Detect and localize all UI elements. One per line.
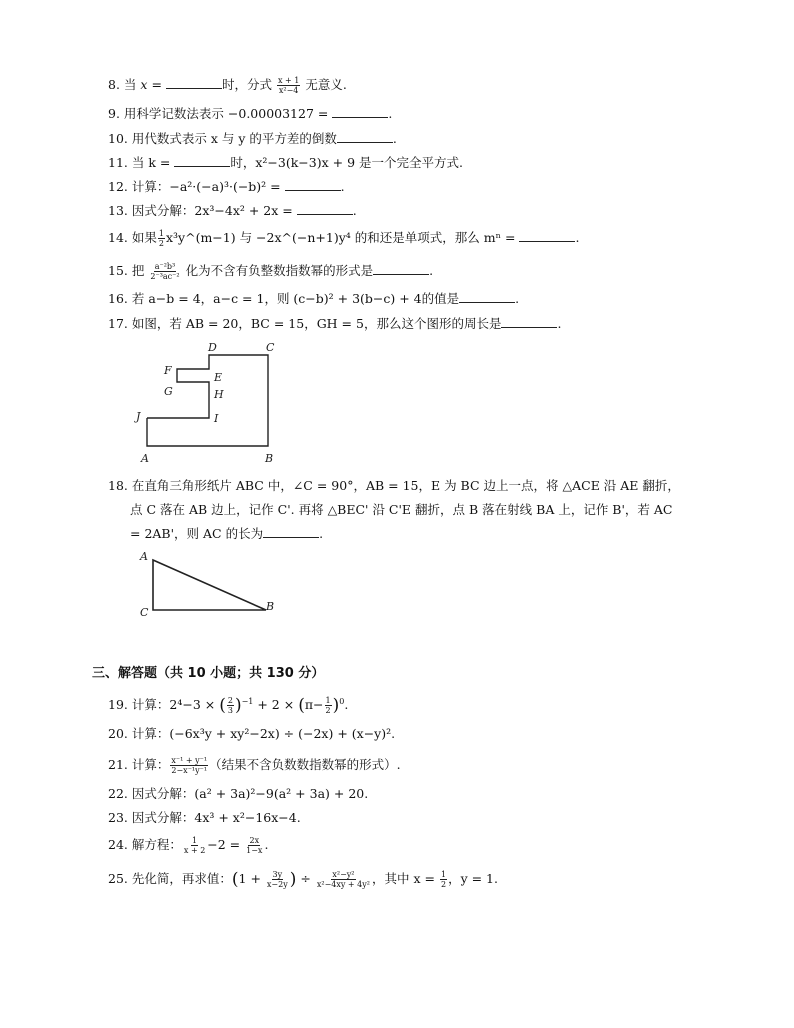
question-number: 25. <box>108 871 128 886</box>
question-19: 19. 计算：2⁴−3 × ( $\frac{2}{3}$ )$^{-1}$ + 2 × (π− $\frac{1}{2}$ )$^0$. <box>108 695 349 716</box>
question-number: 10. <box>108 131 128 146</box>
figure-17-polygon <box>130 338 290 466</box>
question-10: 10. 用代数式表示 x 与 y 的平方差的倒数 . <box>108 131 397 146</box>
question-number: 23. <box>108 810 128 825</box>
fraction: $\frac{1}{2}$ <box>158 229 164 248</box>
label-c: C <box>140 606 149 619</box>
label-f: F <box>164 364 172 377</box>
question-22: 22. 因式分解：(a² + 3a)²−9(a² + 3a) + 20. <box>108 786 369 801</box>
question-number: 17. <box>108 316 128 331</box>
fraction: $\frac{1}{2}$ <box>325 696 331 715</box>
answer-blank[interactable] <box>174 156 230 167</box>
fraction: $\frac{1}{2}$ <box>440 870 447 889</box>
answer-blank[interactable] <box>297 204 353 215</box>
question-number: 12. <box>108 179 128 194</box>
question-14: 14. 如果 $\frac{1}{2}$ x³y^(m−1) 与 −2x^(−n+1)y⁴ 的和还是单项式，那么 mⁿ = . <box>108 229 580 248</box>
question-number: 21. <box>108 757 128 772</box>
answer-blank[interactable] <box>501 317 557 328</box>
figure-18-triangle <box>136 548 286 620</box>
answer-blank[interactable] <box>166 78 222 89</box>
question-number: 11. <box>108 155 128 170</box>
label-b: B <box>265 452 274 465</box>
question-number: 8. <box>108 77 120 92</box>
fraction: $\frac{2x}{1-x}$ <box>246 836 263 855</box>
question-8: 8. 当 x = 时，分式 $\frac{x + 1}{\text{x²−4}}$ 无意义. <box>108 76 347 95</box>
fraction: $\frac{1}{x + 2}$ <box>183 836 206 855</box>
question-13: 13. 因式分解：2x³−4x² + 2x = . <box>108 203 357 218</box>
label-h: H <box>214 388 224 401</box>
label-j: J <box>136 410 141 423</box>
question-24: 24. 解方程： $\frac{1}{x + 2}$ −2 = $\frac{2x}{1-x}$ . <box>108 836 269 855</box>
answer-blank[interactable] <box>285 180 341 191</box>
fraction: $\frac{\text{a⁻²b³}}{\text{2⁻³ac⁻²}}$ <box>150 262 180 281</box>
answer-blank[interactable] <box>519 231 575 242</box>
question-15: 15. 把 $\frac{\text{a⁻²b³}}{\text{2⁻³ac⁻²}}$ 化为不含有负整数指数幂的形式是 . <box>108 262 434 281</box>
fraction: $\frac{2}{3}$ <box>227 696 233 715</box>
question-9: 9. 用科学记数法表示 −0.00003127 = . <box>108 106 393 121</box>
label-b: B <box>266 600 275 613</box>
fraction: $\frac{\text{x⁻¹ + y⁻¹}}{\text{2−x⁻¹y⁻¹}}$ <box>171 756 208 775</box>
question-number: 18. <box>108 478 128 493</box>
answer-blank[interactable] <box>332 107 388 118</box>
question-25: 25. 先化简，再求值：(1 + $\frac{3y}{x-2y}$ ) ÷ $\frac{\text{x²−y²}}{\text{x²−4xy + 4y²}}$ ，其中 x = $\frac{1}{2}$ ，y = 1. <box>108 869 498 890</box>
fraction: $\frac{x + 1}{\text{x²−4}}$ <box>277 76 300 95</box>
question-number: 9. <box>108 106 120 121</box>
label-e: E <box>214 371 223 384</box>
label-a: A <box>141 452 149 465</box>
label-g: G <box>164 385 173 398</box>
question-number: 24. <box>108 837 128 852</box>
fraction: $\frac{3y}{x-2y}$ <box>266 870 288 889</box>
right-triangle <box>153 560 266 610</box>
question-number: 22. <box>108 786 128 801</box>
question-17: 17. 如图，若 AB = 20，BC = 15，GH = 5，那么这个图形的周长是 . <box>108 316 562 331</box>
question-11: 11. 当 k = 时，x²−3(k−3)x + 9 是一个完全平方式. <box>108 155 463 170</box>
question-21: 21. 计算： $\frac{\text{x⁻¹ + y⁻¹}}{\text{2−x⁻¹y⁻¹}}$ （结果不含负数数指数幂的形式）. <box>108 756 401 775</box>
question-number: 13. <box>108 203 128 218</box>
question-18: 18. 在直角三角形纸片 ABC 中，∠C = 90°，AB = 15，E 为 BC 边上一点，将 △ACE 沿 AE 翻折， <box>108 478 680 493</box>
answer-blank[interactable] <box>337 132 393 143</box>
label-a: A <box>140 550 148 563</box>
answer-blank[interactable] <box>263 527 319 538</box>
question-16: 16. 若 a−b = 4，a−c = 1，则 (c−b)² + 3(b−c) + 4的值是 . <box>108 291 520 306</box>
question-number: 19. <box>108 697 128 712</box>
question-18-line-3: = 2AB'，则 AC 的长为 . <box>130 526 324 541</box>
section-title: 三、解答题（共 10 小题；共 130 分） <box>92 666 325 681</box>
question-number: 16. <box>108 291 128 306</box>
fraction: $\frac{\text{x²−y²}}{\text{x²−4xy + 4y²}}$ <box>316 870 370 889</box>
question-18-line-2: 点 C 落在 AB 边上，记作 C'. 再将 △BEC' 沿 C'E 翻折，点 B 落在射线 BA 上，记作 B'，若 AC <box>130 502 673 517</box>
answer-blank[interactable] <box>459 292 515 303</box>
question-20: 20. 计算：(−6x³y + xy²−2x) ÷ (−2x) + (x−y)². <box>108 726 396 741</box>
label-c: C <box>266 341 275 354</box>
question-12: 12. 计算：−a²·(−a)³·(−b)² = . <box>108 179 345 194</box>
label-d: D <box>208 341 217 354</box>
question-number: 20. <box>108 726 128 741</box>
question-number: 15. <box>108 263 128 278</box>
question-number: 14. <box>108 230 128 245</box>
answer-blank[interactable] <box>373 264 429 275</box>
label-i: I <box>214 412 219 425</box>
question-23: 23. 因式分解：4x³ + x²−16x−4. <box>108 810 301 825</box>
